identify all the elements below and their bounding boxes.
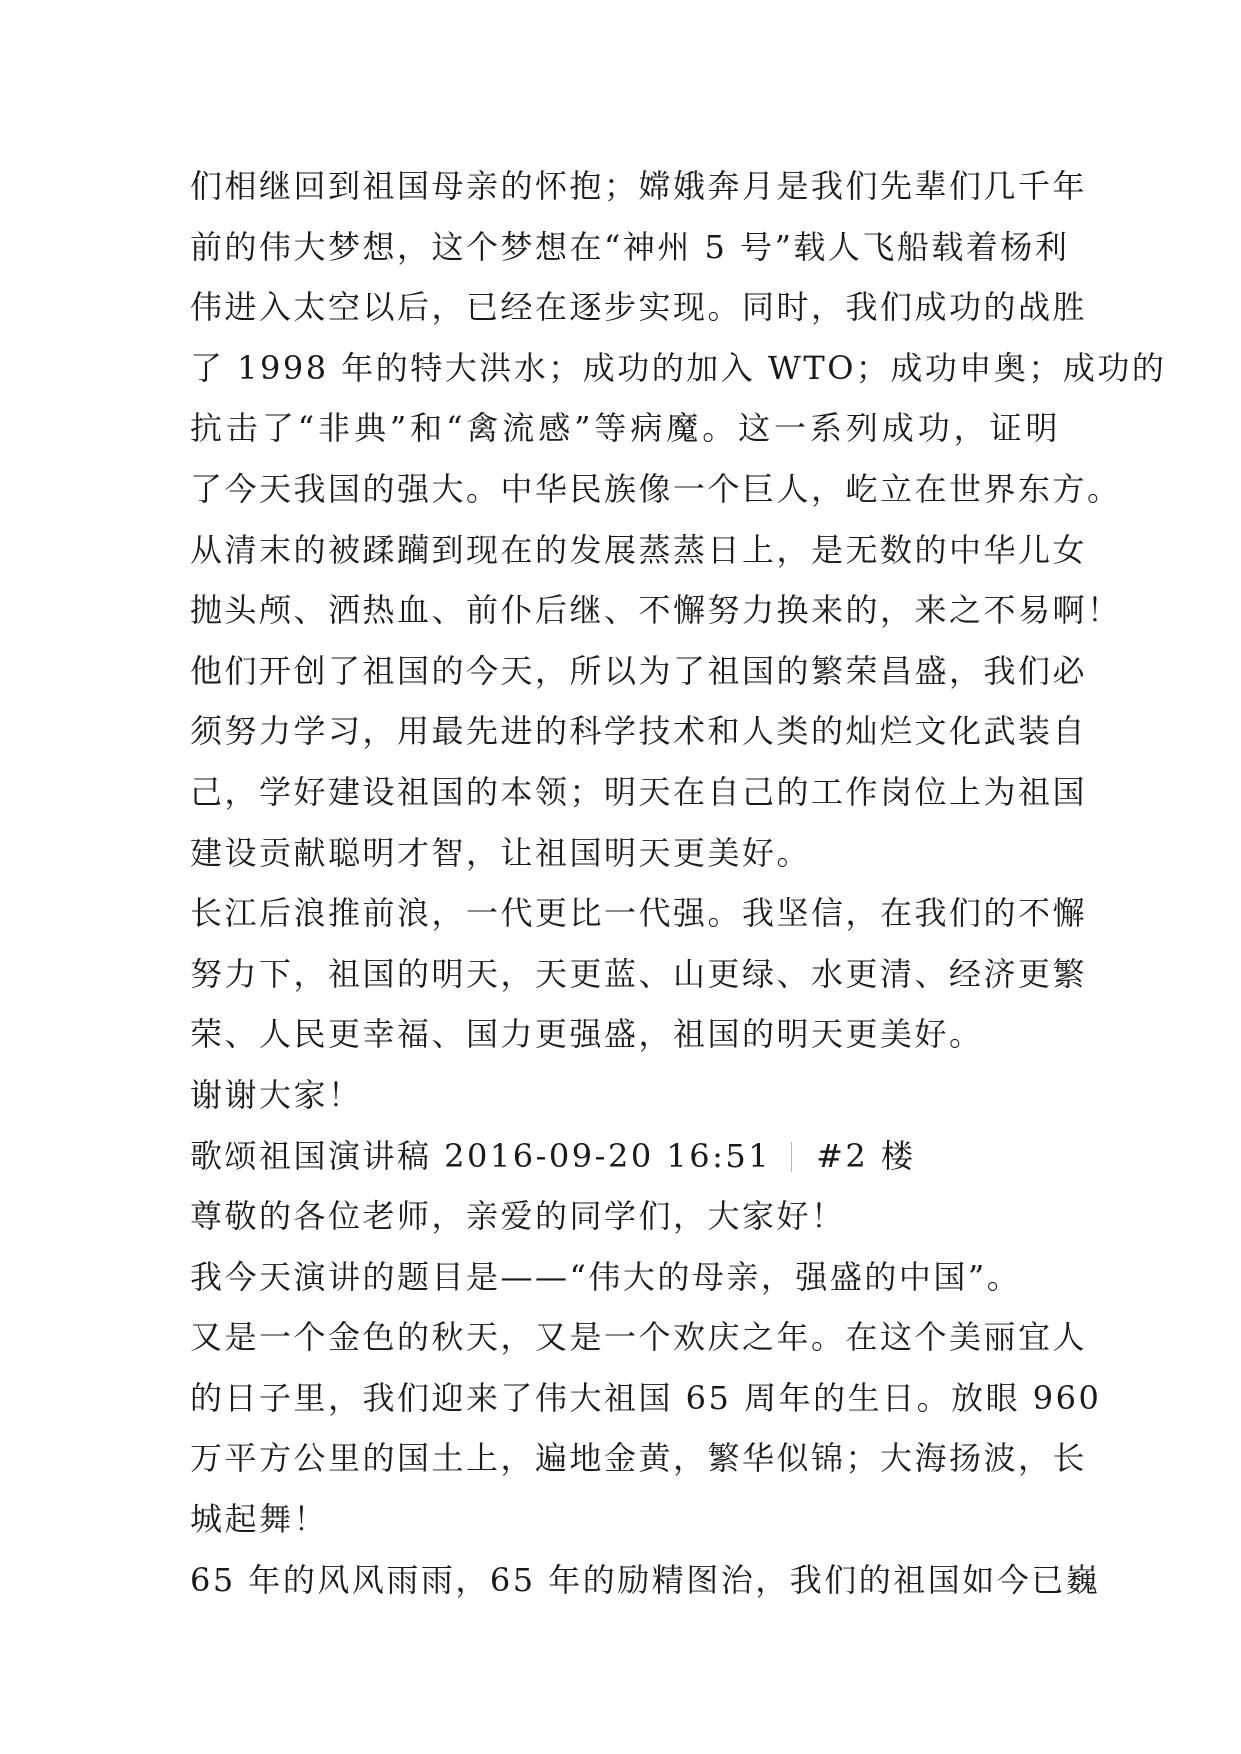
text-line: 抗击了“非典”和“禽流感”等病魔。这一系列成功，证明: [190, 409, 1060, 448]
text-line: 他们开创了祖国的今天，所以为了祖国的繁荣昌盛，我们必: [190, 651, 1088, 690]
text-line: 们相继回到祖国母亲的怀抱；嫦娥奔月是我们先辈们几千年: [190, 167, 1088, 205]
text-line: 须努力学习，用最先进的科学技术和人类的灿烂文化武装自: [190, 712, 1088, 751]
post-separator: [791, 1142, 792, 1172]
text-line: 长江后浪推前浪，一代更比一代强。我坚信，在我们的不懈: [190, 894, 1088, 933]
text-line: 的日子里，我们迎来了伟大祖国 65 周年的生日。放眼 960: [190, 1378, 1102, 1417]
text-line: 从清末的被蹂躏到现在的发展蒸蒸日上，是无数的中华儿女: [190, 530, 1088, 569]
text-line: 前的伟大梦想，这个梦想在“神州 5 号”载人飞船载着杨利: [190, 227, 1070, 266]
document-body: [190, 156, 1167, 1610]
text-line: 了今天我国的强大。中华民族像一个巨人，屹立在世界东方。: [190, 469, 1122, 508]
text-line: 建设贡献聪明才智，让祖国明天更美好。: [190, 833, 812, 872]
text-line: 城起舞！: [190, 1500, 329, 1539]
text-line: 抛头颅、洒热血、前仆后继、不懈努力换来的，来之不易啊！: [190, 591, 1122, 630]
text-line: 努力下，祖国的明天，天更蓝、山更绿、水更清、经济更繁: [190, 954, 1088, 993]
post-header: [190, 1126, 1060, 1187]
text-line: 尊敬的各位老师，亲爱的同学们，大家好！: [190, 1197, 846, 1236]
text-line: 万平方公里的国土上，遍地金黄，繁华似锦；大海扬波，长: [190, 1439, 1088, 1478]
text-line: 己，学好建设祖国的本领；明天在自己的工作岗位上为祖国: [190, 772, 1088, 811]
post-title: 歌颂祖国演讲稿 2016-09-20 16:51: [190, 1136, 772, 1175]
text-line: 65 年的风风雨雨，65 年的励精图治，我们的祖国如今已巍: [190, 1560, 1101, 1599]
text-line: 荣、人民更幸福、国力更强盛，祖国的明天更美好。: [190, 1015, 984, 1054]
text-line: 了 1998 年的特大洪水；成功的加入 WTO；成功申奥；成功的: [190, 348, 1167, 387]
text-line: 我今天演讲的题目是——“伟大的母亲，强盛的中国”。: [190, 1257, 1022, 1296]
post-floor-number: #2 楼: [816, 1136, 916, 1175]
text-line: 伟进入太空以后，已经在逐步实现。同时，我们成功的战胜: [190, 288, 1088, 327]
text-line: 谢谢大家！: [190, 1075, 363, 1114]
text-line: 又是一个金色的秋天，又是一个欢庆之年。在这个美丽宜人: [190, 1318, 1088, 1357]
